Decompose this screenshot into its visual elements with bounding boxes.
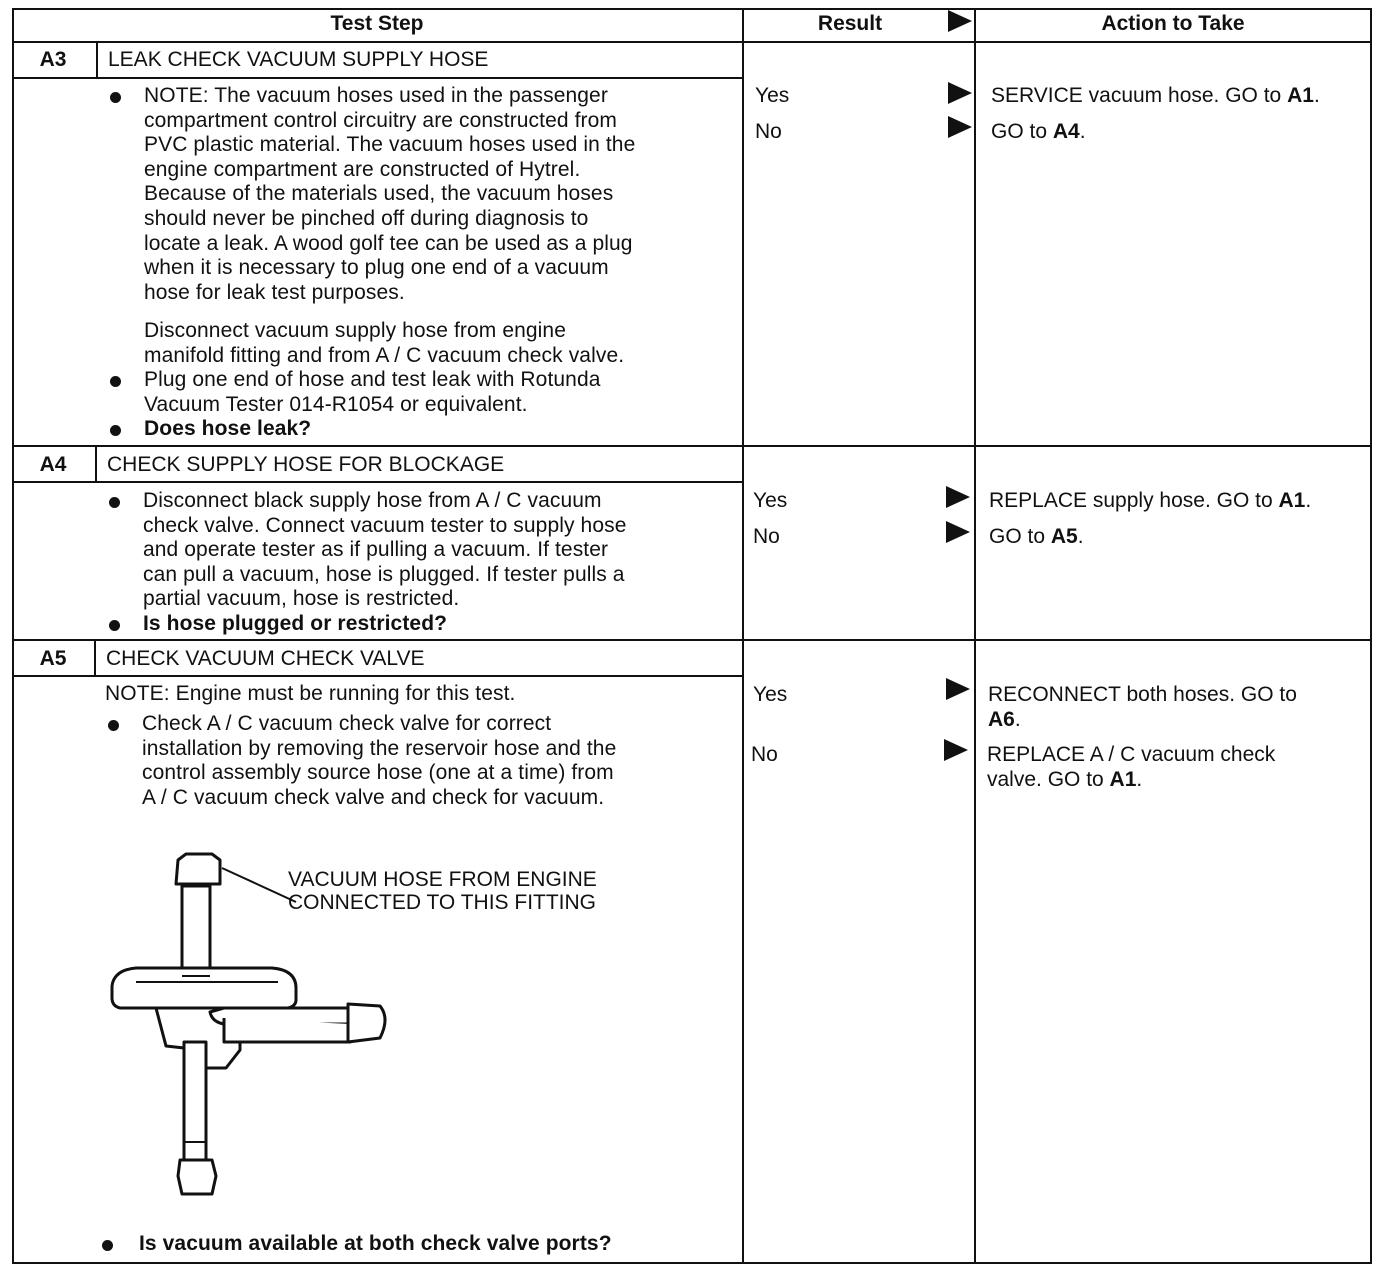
step-title-a4: CHECK SUPPLY HOSE FOR BLOCKAGE — [107, 453, 505, 476]
header-arrow-icon — [948, 10, 972, 32]
a3-no-action-ref: A4 — [1052, 120, 1080, 143]
a5-yes-arrow-icon — [946, 678, 970, 700]
a3-result-no: No — [755, 120, 782, 143]
a4-yes-action: REPLACE supply hose. GO to A1. — [989, 489, 1312, 512]
a5-result-yes: Yes — [753, 683, 788, 706]
diagnostic-table — [12, 8, 1372, 1264]
a5-note: NOTE: Engine must be running for this test. — [105, 682, 516, 705]
a4-yes-action-ref: A1 — [1278, 489, 1306, 512]
a5-no-action-text-2: valve. GO to — [987, 767, 1110, 791]
a5-yes-action: RECONNECT both hoses. GO to A6. — [988, 683, 1297, 731]
a5-id-divider — [94, 641, 96, 677]
a4-result-yes: Yes — [753, 489, 788, 512]
a5-no-action: REPLACE A / C vacuum check valve. GO to A1. — [987, 743, 1276, 791]
a3-no-action-text: GO to — [991, 120, 1053, 143]
a5-title-rule — [12, 675, 742, 677]
bullet-icon — [110, 92, 121, 103]
a4-title-rule — [12, 481, 742, 483]
bullet-icon — [110, 425, 121, 436]
bullet-icon — [102, 1240, 113, 1251]
row-divider-a5 — [12, 639, 1372, 641]
a4-result-no: No — [753, 525, 780, 548]
a3-yes-action-ref: A1 — [1287, 84, 1314, 107]
bullet-icon — [108, 720, 119, 731]
a3-note: NOTE: The vacuum hoses used in the passenger compartment control circuitry are constructed from PVC plastic material. The vacuum hoses used in the engine compartment are constructed of Hytrel. Because of the materials used, the vacuum hoses should never be pinched off during diagnosis to locate a leak. A wood golf tee can be used as a plug when it is necessary to plug one end of a vacuum hose for leak test purposes. — [144, 84, 636, 304]
a3-disconnect: Disconnect vacuum supply hose from engine manifold fitting and from A / C vacuum check valve. — [144, 319, 625, 367]
step-id-a4: A4 — [39, 453, 67, 476]
column-divider-result — [742, 8, 744, 1264]
a5-no-action-text-1: REPLACE A / C vacuum check — [987, 743, 1276, 766]
a5-question: Is vacuum available at both check valve ports? — [139, 1232, 612, 1255]
a5-yes-action-text: RECONNECT both hoses. GO to — [988, 683, 1297, 706]
bullet-icon — [109, 497, 120, 508]
a3-plug: Plug one end of hose and test leak with Rotunda Vacuum Tester 014-R1054 or equivalent. — [144, 368, 601, 416]
a3-yes-arrow-icon — [948, 82, 972, 104]
a4-instruction: Disconnect black supply hose from A / C vacuum check valve. Connect vacuum tester to supply hose and operate tester as if pulling a vacuum. If tester can pull a vacuum, hose is plugged. If tester pulls a partial vacuum, hose is restricted. — [143, 489, 627, 611]
header-result: Result — [817, 12, 883, 35]
a3-id-divider — [96, 43, 98, 79]
table-border-top — [12, 8, 1372, 10]
a4-no-action: GO to A5. — [989, 525, 1084, 548]
a5-no-arrow-icon — [944, 739, 968, 761]
a4-yes-arrow-icon — [946, 486, 970, 508]
a3-result-yes: Yes — [755, 84, 790, 107]
a4-no-arrow-icon — [946, 521, 970, 543]
step-id-a3: A3 — [39, 48, 67, 71]
header-rule — [12, 41, 1372, 43]
row-divider-a4 — [12, 445, 1372, 447]
a4-no-action-ref: A5 — [1050, 525, 1078, 548]
a5-callout: VACUUM HOSE FROM ENGINE CONNECTED TO THIS FITTING — [288, 868, 597, 914]
a3-no-arrow-icon — [948, 116, 972, 138]
header-test-step: Test Step — [330, 12, 424, 35]
a4-yes-action-text: REPLACE supply hose. GO to — [989, 489, 1279, 512]
a4-question: Is hose plugged or restricted? — [143, 612, 448, 635]
a4-no-action-text: GO to — [989, 525, 1051, 548]
step-title-a5: CHECK VACUUM CHECK VALVE — [106, 647, 425, 670]
a3-yes-action-text: SERVICE vacuum hose. GO to — [991, 84, 1288, 107]
bullet-icon — [109, 620, 120, 631]
a3-question: Does hose leak? — [144, 417, 312, 440]
a3-yes-action: SERVICE vacuum hose. GO to A1. — [991, 84, 1320, 107]
step-id-a5: A5 — [39, 647, 67, 670]
a5-no-action-ref: A1 — [1109, 767, 1137, 791]
table-border-right — [1370, 8, 1372, 1264]
bullet-icon — [110, 376, 121, 387]
a3-no-action: GO to A4. — [991, 120, 1086, 143]
a5-result-no: No — [751, 743, 778, 766]
column-divider-action — [974, 8, 976, 1264]
table-border-bottom — [12, 1262, 1372, 1264]
a5-instruction: Check A / C vacuum check valve for correct installation by removing the reservoir hose and the control assembly source hose (one at a time) from A / C vacuum check valve and check for vacuum. — [142, 712, 617, 809]
header-action-to-take: Action to Take — [1101, 12, 1245, 35]
step-title-a3: LEAK CHECK VACUUM SUPPLY HOSE — [108, 48, 489, 71]
a4-id-divider — [95, 447, 97, 483]
table-border-left — [12, 8, 14, 1264]
a5-yes-action-ref: A6 — [988, 707, 1015, 731]
a3-title-rule — [12, 77, 742, 79]
